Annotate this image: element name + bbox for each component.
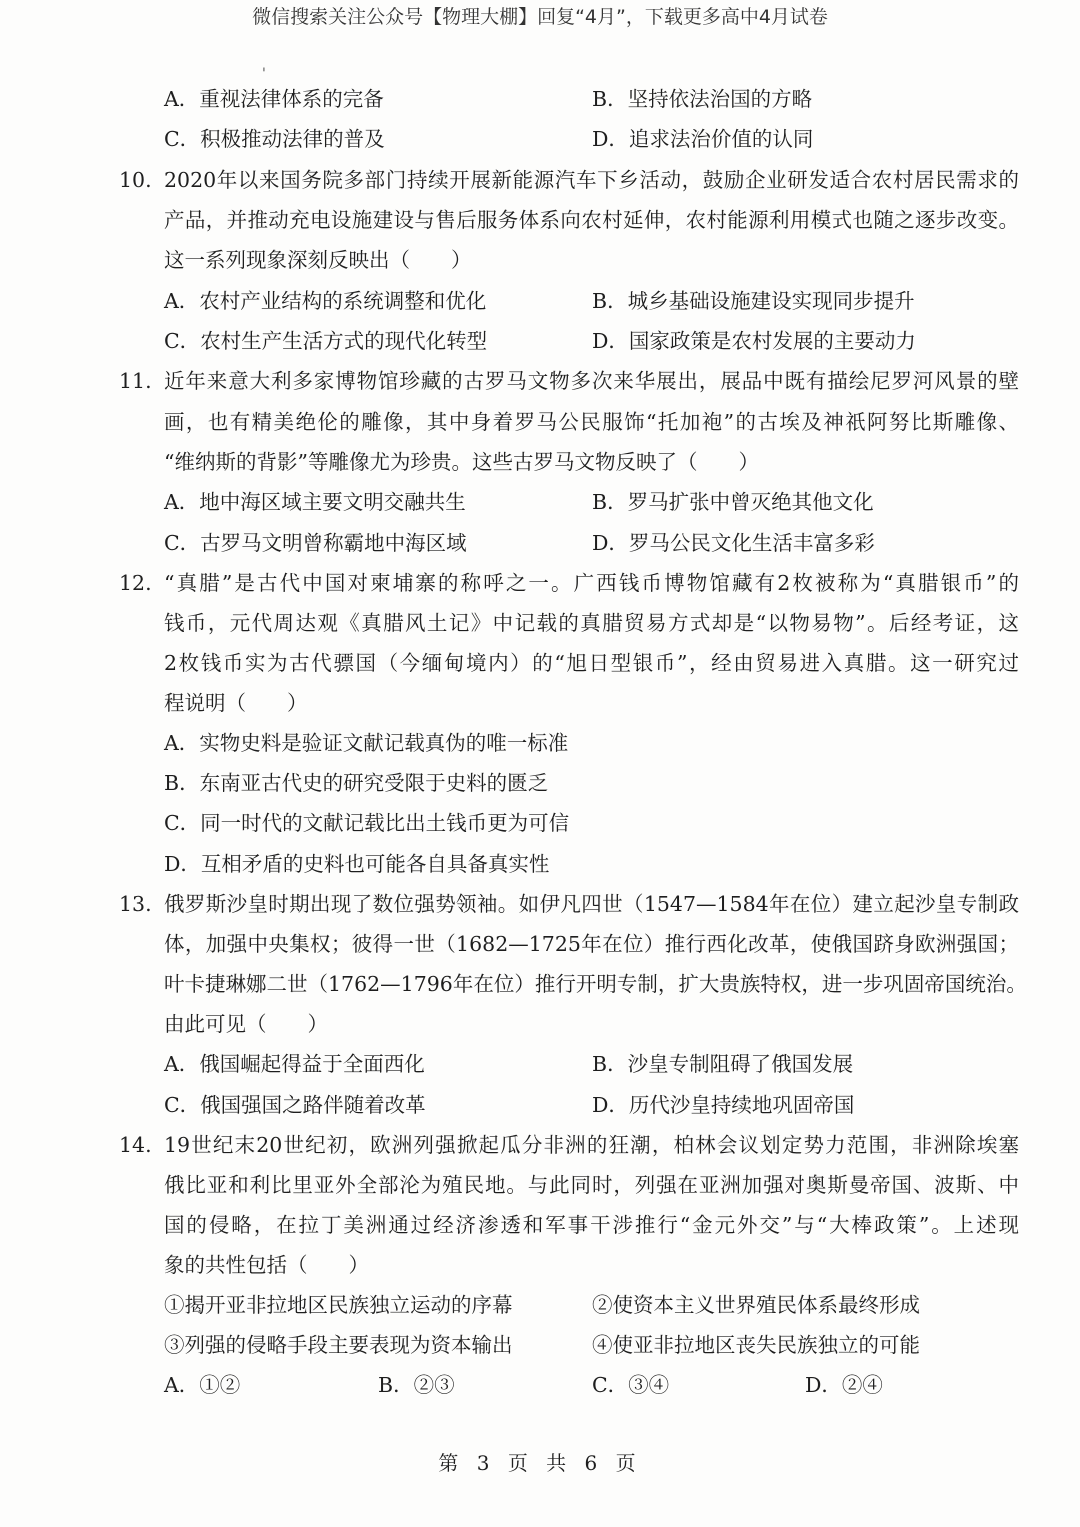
q12-option-d: D．互相矛盾的史料也可能各自具备真实性: [164, 852, 550, 876]
q14-item-4: ④使亚非拉地区丧失民族独立的可能: [592, 1333, 920, 1357]
q10-stem-line: 2020年以来国务院多部门持续开展新能源汽车下乡活动，鼓励企业研发适合农村居民需求的: [164, 168, 1019, 192]
q11-option-c: C．古罗马文明曾称霸地中海区域: [164, 531, 467, 555]
q14-stem-line: 19世纪末20世纪初，欧洲列强掀起瓜分非洲的狂潮，柏林会议划定势力范围，非洲除埃塞: [164, 1133, 1019, 1157]
q10-option-a: A．农村产业结构的系统调整和优化: [164, 289, 487, 313]
q12-option-c: C．同一时代的文献记载比出土钱币更为可信: [164, 811, 570, 835]
q14-stem-line: 象的共性包括（ ）: [164, 1253, 369, 1277]
q13-stem-line: 俄罗斯沙皇时期出现了数位强势领袖。如伊凡四世（1547—1584年在位）建立起沙皇专制政: [164, 892, 1019, 916]
q9-option-d: D．追求法治价值的认同: [592, 127, 814, 151]
q10-option-b: B．城乡基础设施建设实现同步提升: [592, 289, 915, 313]
q11-number: 11.: [119, 369, 152, 393]
q14-option-a: A．①②: [164, 1373, 241, 1397]
page-number-footer: 第 3 页 共 6 页: [438, 1451, 642, 1475]
q10-number: 10.: [119, 168, 152, 192]
q11-stem-line: “维纳斯的背影”等雕像尤为珍贵。这些古罗马文物反映了（ ）: [164, 450, 759, 474]
q12-option-b: B．东南亚古代史的研究受限于史料的匮乏: [164, 771, 549, 795]
q13-option-c: C．俄国强国之路伴随着改革: [164, 1093, 426, 1117]
q9-option-c: C．积极推动法律的普及: [164, 127, 385, 151]
q12-stem-line: 2枚钱币实为古代骠国（今缅甸境内）的“旭日型银币”，经由贸易进入真腊。这一研究过: [164, 651, 1019, 675]
watermark-header: 微信搜索关注公众号【物理大棚】回复“4月”，下载更多高中4月试卷: [252, 6, 828, 28]
q11-stem-line: 画，也有精美绝伦的雕像，其中身着罗马公民服饰“托加袍”的古埃及神祇阿努比斯雕像、: [164, 410, 1019, 434]
q14-stem-line: 国的侵略，在拉丁美洲通过经济渗透和军事干涉推行“金元外交”与“大棒政策”。上述现: [164, 1213, 1019, 1237]
q13-stem-line: 体，加强中央集权；彼得一世（1682—1725年在位）推行西化改革，使俄国跻身欧洲强国；: [164, 932, 1019, 956]
q12-stem-line: “真腊”是古代中国对柬埔寨的称呼之一。广西钱币博物馆藏有2枚被称为“真腊银币”的: [164, 571, 1019, 595]
q10-option-d: D．国家政策是农村发展的主要动力: [592, 329, 916, 353]
q14-stem-line: 俄比亚和利比里亚外全部沦为殖民地。与此同时，列强在亚洲加强对奥斯曼帝国、波斯、中: [164, 1173, 1019, 1197]
q11-option-a: A．地中海区域主要文明交融共生: [164, 490, 466, 514]
q13-option-a: A．俄国崛起得益于全面西化: [164, 1052, 425, 1076]
q10-stem-line: 产品，并推动充电设施建设与售后服务体系向农村延伸，农村能源利用模式也随之逐步改变。: [164, 208, 1019, 232]
q14-item-1: ①揭开亚非拉地区民族独立运动的序幕: [164, 1293, 513, 1317]
q13-option-d: D．历代沙皇持续地巩固帝国: [592, 1093, 855, 1117]
q14-number: 14.: [119, 1133, 152, 1157]
q12-stem-line: 程说明（ ）: [164, 691, 308, 715]
q12-number: 12.: [119, 571, 152, 595]
q14-option-c: C．③④: [592, 1373, 670, 1397]
q11-stem-line: 近年来意大利多家博物馆珍藏的古罗马文物多次来华展出，展品中既有描绘尼罗河风景的壁: [164, 369, 1019, 393]
q10-option-c: C．农村生产生活方式的现代化转型: [164, 329, 488, 353]
q11-option-d: D．罗马公民文化生活丰富多彩: [592, 531, 875, 555]
q13-number: 13.: [119, 892, 152, 916]
q13-stem-line: 叶卡捷琳娜二世（1762—1796年在位）推行开明专制，扩大贵族特权，进一步巩固帝国统治。: [164, 972, 1027, 996]
q14-item-3: ③列强的侵略手段主要表现为资本输出: [164, 1333, 513, 1357]
q14-option-b: B．②③: [378, 1373, 455, 1397]
q12-option-a: A．实物史料是验证文献记载真伪的唯一标准: [164, 731, 569, 755]
q14-option-d: D．②④: [805, 1373, 883, 1397]
q13-option-b: B．沙皇专制阻碍了俄国发展: [592, 1052, 854, 1076]
q11-option-b: B．罗马扩张中曾灭绝其他文化: [592, 490, 874, 514]
q9-option-a: A．重视法律体系的完备: [164, 87, 384, 111]
q10-stem-line: 这一系列现象深刻反映出（ ）: [164, 248, 472, 272]
q13-stem-line: 由此可见（ ）: [164, 1012, 328, 1036]
q9-option-b: B．坚持依法治国的方略: [592, 87, 813, 111]
scan-speck: ': [262, 66, 266, 82]
q14-item-2: ②使资本主义世界殖民体系最终形成: [592, 1293, 920, 1317]
q12-stem-line: 钱币，元代周达观《真腊风土记》中记载的真腊贸易方式却是“以物易物”。后经考证，这: [164, 611, 1019, 635]
